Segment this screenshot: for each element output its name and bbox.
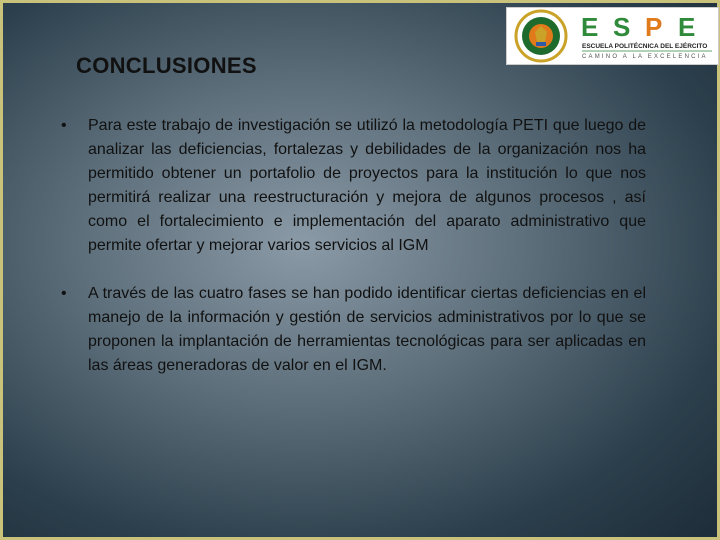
list-item <box>61 282 646 378</box>
logo-subtitle: ESCUELA POLITÉCNICA DEL EJÉRCITO <box>582 43 708 50</box>
logo-letter-e1: E <box>581 12 599 42</box>
logo-letter-p: P <box>645 12 663 42</box>
bullet-text: Para este trabajo de investigación se utilizó la metodología PETI que luego de analizar las deficiencias, fortalezas y debilidades de la organización nos ha permitido obtener un portafolio de proyectos para la institución lo que nos permitirá realizar una reestructuración y mejora de algunos procesos , así como el fortalecimiento e implementación del aparato administrativo que permite ofertar y mejorar varios servicios al IGM <box>88 117 646 254</box>
logo-letter-e2: E <box>678 12 696 42</box>
bullet-text: A través de las cuatro fases se han podido identificar ciertas deficiencias en el manejo de la información y gestión de servicios administrativos por lo que se proponen la implantación de herramientas tecnológicas para ser aplicadas en las áreas generadoras de valor en el IGM. <box>88 285 646 374</box>
conclusions-list <box>61 114 646 402</box>
espe-logo-graphic <box>507 8 718 64</box>
logo-slogan: CAMINO A LA EXCELENCIA <box>582 54 708 60</box>
slide-title: CONCLUSIONES <box>76 53 257 78</box>
espe-logo <box>506 7 719 65</box>
logo-letter-s: S <box>613 12 631 42</box>
bullet-marker: • <box>61 285 67 302</box>
bullet-marker: • <box>61 117 67 134</box>
list-item <box>61 114 646 258</box>
